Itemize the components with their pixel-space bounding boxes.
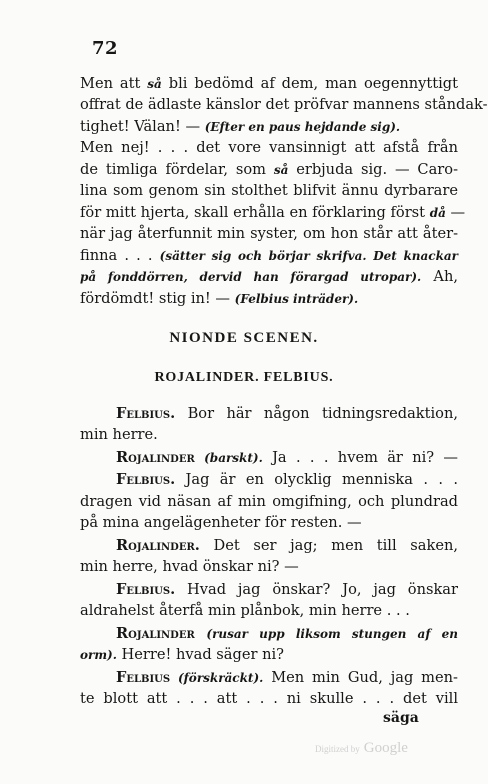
text-segment: Men nej! . . . det vore vansinnigt att afstå från: [80, 139, 458, 156]
text-line: [80, 117, 458, 137]
stage-direction: (barskt).: [204, 451, 263, 465]
text-line: [80, 425, 458, 445]
text-line: [116, 404, 458, 424]
stage-direction: (Felbius inträder).: [234, 292, 359, 306]
text-segment: lina som genom sin stolthet blifvit ännu dyrbarare: [80, 182, 458, 199]
stage-direction: då: [429, 206, 446, 220]
text-line: [80, 601, 458, 621]
text-line: [80, 557, 458, 577]
text-line: [80, 267, 458, 287]
stage-direction: orm).: [80, 648, 117, 662]
text-segment: de timliga fördelar, som: [80, 161, 274, 178]
text-line: [80, 181, 458, 201]
speaker-name: Rojalinder: [116, 625, 195, 642]
text-line: [80, 689, 458, 709]
text-segment: aldrahelst återfå min plånbok, min herre . . .: [80, 602, 410, 619]
text-segment: Bor här någon tidningsredaktion,: [175, 405, 458, 422]
text-line: [116, 536, 458, 556]
text-segment: —: [445, 204, 466, 221]
text-segment: offrat de ädlaste känslor det pröfvar mannens ståndak-: [80, 96, 488, 113]
text-segment: Jag är en olycklig menniska . . .: [175, 471, 458, 488]
text-segment: erbjuda sig. — Caro-: [288, 161, 458, 178]
speaker-name: Felbius.: [116, 405, 176, 422]
page-number: 72: [92, 38, 119, 59]
text-line: [80, 246, 458, 266]
text-line: [80, 645, 458, 665]
text-line: [80, 289, 458, 309]
speaker-name: Rojalinder.: [116, 537, 200, 554]
text-segment: bli bedömd af dem, man oegennyttigt: [161, 75, 458, 92]
text-segment: fördömdt! stig in! —: [80, 290, 235, 307]
text-line: [80, 95, 488, 115]
text-segment: Ah,: [421, 268, 458, 285]
text-line: [116, 580, 458, 600]
text-line: [80, 224, 458, 244]
stage-direction: så: [273, 163, 289, 177]
text-segment: för mitt hjerta, skall erhålla en förklaring först: [80, 204, 430, 221]
google-watermark: Digitized by Google: [315, 740, 408, 756]
text-segment: Herre! hvad säger ni?: [116, 646, 284, 663]
text-segment: Men att: [80, 75, 148, 92]
text-line: [116, 470, 458, 490]
text-segment: Hvad jag önskar? Jo, jag önskar: [175, 581, 458, 598]
text-segment: [195, 625, 207, 642]
text-line: [80, 160, 458, 180]
text-line: [80, 513, 458, 533]
text-segment: te blott att . . . att . . . ni skulle . . . det vill: [80, 690, 458, 707]
text-segment: finna . . .: [80, 247, 160, 264]
text-line: [116, 668, 458, 688]
text-line: [80, 74, 458, 94]
text-segment: Ja . . . hvem är ni? —: [262, 449, 459, 466]
text-segment: när jag återfunnit min syster, om hon står att åter-: [80, 225, 458, 242]
speaker-name: Rojalinder: [116, 449, 195, 466]
text-segment: min herre, hvad önskar ni? —: [80, 558, 299, 575]
text-segment: tighet! Välan! —: [80, 118, 205, 135]
text-line: [116, 448, 458, 468]
stage-direction: (rusar upp liksom stungen af en: [206, 627, 458, 641]
stage-direction: (sätter sig och börjar skrifva. Det knackar: [159, 249, 458, 263]
stage-direction: på fonddörren, dervid han förargad utropar).: [80, 270, 422, 284]
speaker-name: Felbius.: [116, 471, 176, 488]
catchword: säga: [383, 710, 419, 726]
text-segment: Men min Gud, jag men-: [263, 669, 458, 686]
stage-direction: (förskräckt).: [177, 671, 264, 685]
text-line: [116, 624, 458, 644]
text-line: [80, 492, 458, 512]
text-segment: [195, 449, 204, 466]
stage-direction: (Efter en paus hejdande sig).: [204, 120, 401, 134]
text-segment: [170, 669, 178, 686]
speaker-name: Felbius: [116, 669, 171, 686]
text-segment: min herre.: [80, 426, 158, 443]
text-segment: dragen vid näsan af min omgifning, och plundrad: [80, 493, 458, 510]
character-list: ROJALINDER. FELBIUS.: [154, 370, 334, 385]
text-segment: på mina angelägenheter för resten. —: [80, 514, 362, 531]
stage-direction: så: [147, 77, 162, 91]
speaker-name: Felbius.: [116, 581, 176, 598]
text-segment: Det ser jag; men till saken,: [199, 537, 458, 554]
text-line: [80, 203, 466, 223]
scene-title: NIONDE SCENEN.: [169, 330, 319, 346]
text-line: [80, 138, 458, 158]
